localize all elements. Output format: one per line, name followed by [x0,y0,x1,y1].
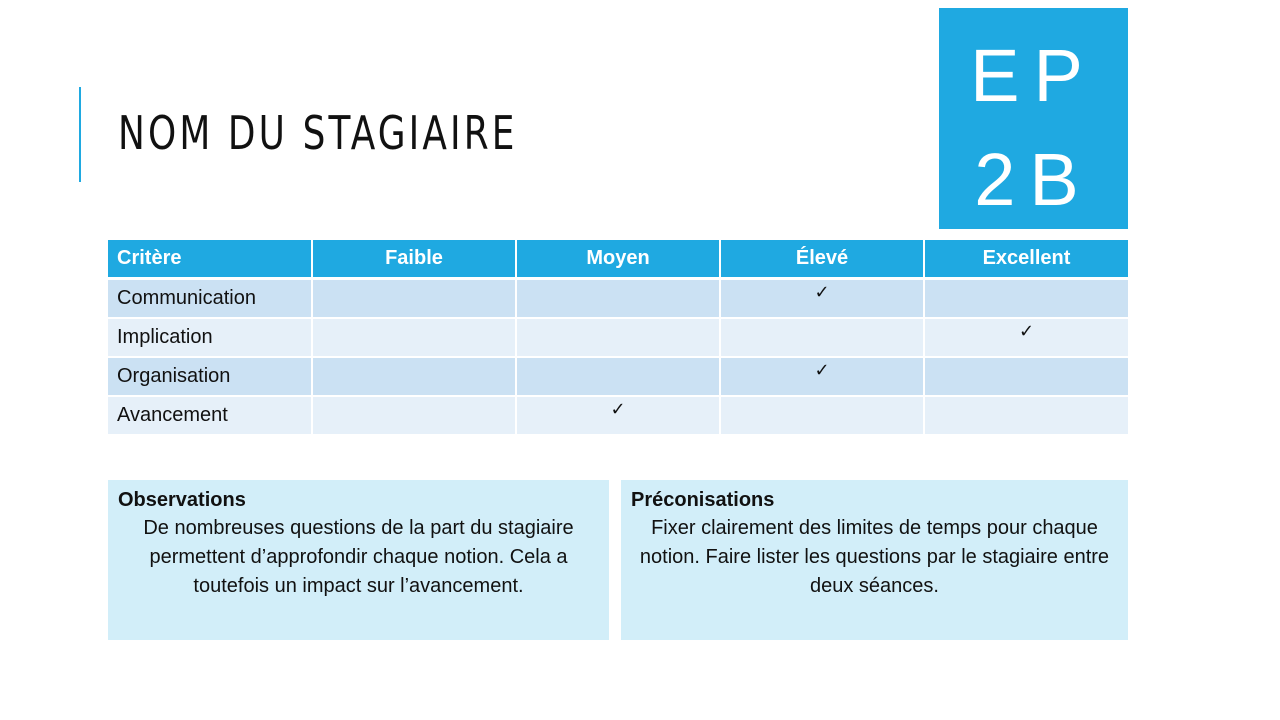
evaluation-table [108,240,1128,434]
badge-line-2: 2B [974,138,1093,221]
table-row [108,357,1128,396]
cell-excellent [924,318,1128,357]
observations-box [108,480,609,640]
header-critere: Critère [108,240,312,279]
check-icon: ✓ [814,360,830,381]
cell-moyen [516,279,720,319]
row-label: Avancement [108,396,312,434]
cell-faible [312,279,516,319]
preconisations-text: Fixer clairement des limites de temps pour chaque notion. Faire lister les questions par le stagiaire entre deux séances. [639,517,1110,597]
cell-moyen [516,318,720,357]
preconisations-box [621,480,1128,640]
cell-faible [312,396,516,434]
cell-faible [312,357,516,396]
header-excellent: Excellent [924,240,1128,279]
page-title: NOM DU STAGIAIRE [118,106,518,160]
preconisations-heading: Préconisations [631,489,775,511]
observations-heading: Observations [118,489,246,511]
table-row [108,279,1128,319]
title-accent-bar [79,87,81,182]
check-icon: ✓ [610,399,626,420]
badge-line-1: EP [970,34,1097,117]
check-icon: ✓ [1018,321,1035,342]
observations-text: De nombreuses questions de la part du stagiaire permettent d’approfondir chaque notion. Cela a toutefois un impact sur l’avancement. [143,517,574,597]
cell-eleve [720,357,924,396]
cell-eleve [720,279,924,319]
header-eleve: Élevé [720,240,924,279]
cell-eleve [720,396,924,434]
cell-faible [312,318,516,357]
table-row [108,396,1128,434]
header-moyen: Moyen [516,240,720,279]
check-icon: ✓ [814,282,830,303]
table-header-row [108,240,1128,279]
cell-moyen [516,396,720,434]
row-label: Implication [108,318,312,357]
cell-excellent [924,357,1128,396]
header-faible: Faible [312,240,516,279]
table-row [108,318,1128,357]
cell-eleve [720,318,924,357]
cell-moyen [516,357,720,396]
cell-excellent [924,396,1128,434]
row-label: Organisation [108,357,312,396]
group-badge [939,8,1128,229]
cell-excellent [924,279,1128,319]
row-label: Communication [108,279,312,319]
